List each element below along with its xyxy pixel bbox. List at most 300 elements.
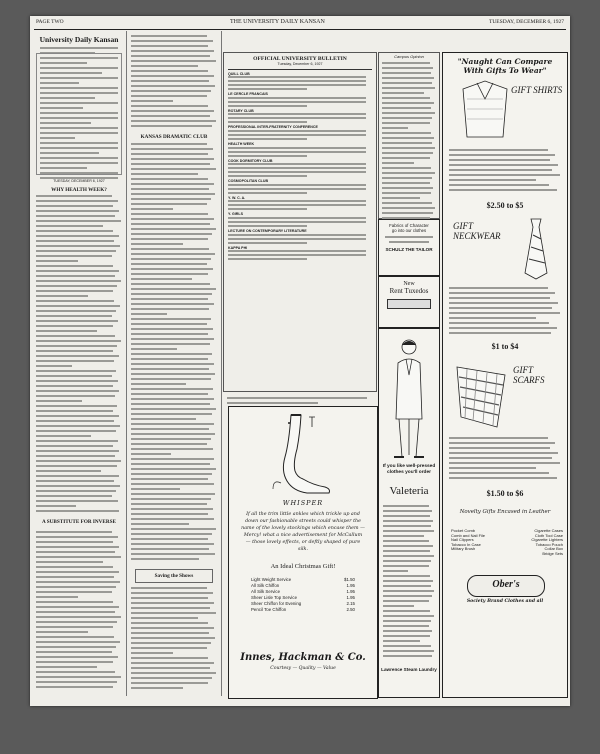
text-line <box>131 418 196 420</box>
text-line <box>228 225 307 227</box>
text-line <box>36 380 118 382</box>
obers-logo: Ober's <box>492 579 520 590</box>
text-line <box>228 84 366 86</box>
text-line <box>131 303 214 305</box>
scarf-illustration <box>451 361 511 431</box>
price-value: $1.50 <box>344 577 355 582</box>
text-line <box>131 682 208 684</box>
text-line <box>131 687 183 689</box>
text-line <box>131 428 209 430</box>
text-line <box>449 164 558 166</box>
bulletin-item-heading: ROTARY CLUB <box>228 108 254 113</box>
text-line <box>228 204 366 206</box>
text-line <box>131 597 208 599</box>
text-line <box>36 686 113 688</box>
text-line <box>382 122 430 124</box>
text-line <box>449 467 536 469</box>
text-line <box>131 90 211 92</box>
text-line <box>36 510 119 512</box>
text-line <box>449 297 550 299</box>
leather-list-right <box>507 529 563 557</box>
text-line <box>131 283 210 285</box>
text-line <box>382 62 430 64</box>
text-line <box>36 210 119 212</box>
text-line <box>131 35 207 37</box>
text-line <box>131 433 215 435</box>
bulletin-date: Tuesday, December 6, 1927 <box>277 62 323 66</box>
text-line <box>131 518 214 520</box>
text-line <box>36 586 116 588</box>
text-line <box>131 60 216 62</box>
text-line <box>383 630 432 632</box>
text-line <box>36 200 118 202</box>
text-line <box>131 667 210 669</box>
text-line <box>131 508 213 510</box>
bulletin-item-heading: COSMOPOLITAN CLUB <box>228 179 269 184</box>
gift-neckwear: GIFT NECKWEAR <box>453 221 501 241</box>
text-line <box>228 101 366 103</box>
text-line <box>228 76 366 78</box>
text-line <box>36 505 76 507</box>
header-rule <box>34 29 566 30</box>
text-line <box>382 137 434 139</box>
text-line <box>131 40 213 42</box>
text-line <box>131 288 216 290</box>
price-name: All Silk Chiffon <box>251 583 280 588</box>
gift-scarfs: GIFT SCARFS <box>513 365 545 385</box>
text-line <box>36 571 119 573</box>
text-line <box>449 442 555 444</box>
text-line <box>131 333 208 335</box>
text-line <box>36 576 114 578</box>
text-line <box>36 350 113 352</box>
text-line <box>383 620 431 622</box>
gift-title: An Ideal Christmas Gift! <box>270 563 336 570</box>
text-line <box>36 195 112 197</box>
text-line <box>228 134 366 136</box>
text-line <box>382 192 431 194</box>
text-line <box>131 188 209 190</box>
text-line <box>449 179 536 181</box>
text-line <box>36 601 113 603</box>
gift-shirts: GIFT SHIRTS <box>511 85 563 95</box>
text-line <box>382 77 434 79</box>
text-line <box>131 443 207 445</box>
text-line <box>131 528 216 530</box>
text-line <box>449 189 557 191</box>
man-illustration <box>384 335 434 460</box>
text-line <box>131 228 216 230</box>
text-line <box>36 315 112 317</box>
text-line <box>131 592 213 594</box>
text-line <box>383 590 434 592</box>
news-column <box>129 31 219 696</box>
text-line <box>131 218 214 220</box>
text-line <box>36 531 112 533</box>
text-line <box>228 171 366 173</box>
text-line <box>36 265 113 267</box>
text-line <box>382 142 432 144</box>
text-line <box>383 550 430 552</box>
text-line <box>36 666 97 668</box>
text-line <box>383 540 429 542</box>
text-line <box>36 230 113 232</box>
text-line <box>36 646 116 648</box>
text-line <box>36 546 119 548</box>
text-line <box>131 398 214 400</box>
text-line <box>36 420 114 422</box>
text-line <box>383 625 429 627</box>
text-line <box>36 581 120 583</box>
text-line <box>131 115 210 117</box>
column-rule <box>126 31 127 696</box>
text-line <box>383 525 431 527</box>
text-line <box>228 217 366 219</box>
text-line <box>382 212 433 214</box>
text-line <box>131 125 212 127</box>
text-line <box>131 468 216 470</box>
text-line <box>131 493 215 495</box>
text-line <box>36 606 119 608</box>
text-line <box>383 640 420 642</box>
text-line <box>131 323 207 325</box>
campus-opinion-box <box>378 52 440 219</box>
text-line <box>36 556 121 558</box>
text-line <box>36 611 115 613</box>
text-line <box>131 458 214 460</box>
text-line <box>383 515 430 517</box>
text-line <box>131 368 209 370</box>
editorial-date: TUESDAY, DECEMBER 6, 1927 <box>53 179 105 183</box>
text-line <box>449 184 549 186</box>
leather-item: Nail Clippers <box>451 537 474 543</box>
text-line <box>382 177 432 179</box>
text-line <box>131 413 212 415</box>
text-line <box>131 617 198 619</box>
necktie-illustration <box>511 217 561 281</box>
text-line <box>382 197 420 199</box>
text-line <box>36 636 114 638</box>
newspaper-page <box>30 16 570 706</box>
whisper-body: If all the trim little ankles which trickle up and down our fashionable streets could whisper the name of the lovely stockings which encase them — Mercy! what a nice advertisement for McCallum — those lovely effects, or deftly shaped of pure silk. <box>241 512 365 552</box>
text-line <box>449 312 560 314</box>
text-line <box>382 182 430 184</box>
text-line <box>131 338 214 340</box>
text-line <box>131 55 210 57</box>
text-line <box>228 238 366 240</box>
text-line <box>382 162 414 164</box>
obers-headline: "Naught Can Compare With Gifts To Wear" <box>457 57 553 75</box>
text-line <box>36 616 121 618</box>
text-line <box>228 155 307 157</box>
text-line <box>131 80 209 82</box>
leather-item: Tobacco Pouch <box>535 541 563 547</box>
text-line <box>36 400 82 402</box>
text-line <box>131 193 215 195</box>
text-line <box>131 558 199 560</box>
text-line <box>131 65 198 67</box>
text-line <box>383 510 432 512</box>
text-line <box>36 330 97 332</box>
text-line <box>383 570 408 572</box>
text-line <box>228 105 307 107</box>
text-line <box>36 500 118 502</box>
text-line <box>382 152 433 154</box>
text-line <box>383 610 430 612</box>
text-line <box>131 647 207 649</box>
text-line <box>131 503 207 505</box>
text-line <box>36 475 119 477</box>
leather-item: Military Brush <box>451 546 476 552</box>
text-line <box>36 325 113 327</box>
text-line <box>36 295 88 297</box>
stocking-illustration <box>269 413 339 497</box>
innes-logo: Innes, Hackman & Co. <box>240 652 366 663</box>
text-line <box>131 612 216 614</box>
text-line <box>383 650 434 652</box>
text-line <box>36 465 117 467</box>
text-line <box>382 167 431 169</box>
text-line <box>36 661 113 663</box>
leather-item: Collar Box <box>544 546 563 552</box>
text-line <box>131 100 173 102</box>
text-line <box>131 263 207 265</box>
text-line <box>36 345 117 347</box>
text-line <box>131 70 208 72</box>
text-line <box>36 561 103 563</box>
text-line <box>383 530 434 532</box>
text-line <box>36 435 91 437</box>
text-line <box>131 223 210 225</box>
column-rule-2 <box>221 31 222 696</box>
text-line <box>228 147 366 149</box>
text-line <box>36 485 120 487</box>
bulletin-items <box>224 72 376 261</box>
text-line <box>449 477 557 479</box>
text-line <box>131 85 215 87</box>
text-line <box>449 174 560 176</box>
text-line <box>228 188 366 190</box>
price-name: Pencil Toe Chiffon <box>251 607 287 612</box>
text-line <box>131 453 171 455</box>
text-line <box>382 187 433 189</box>
price-row <box>251 607 355 613</box>
text-line <box>36 676 121 678</box>
whisper-heading: WHISPER <box>282 499 324 507</box>
text-line <box>131 243 183 245</box>
text-line <box>449 332 551 334</box>
price-value: 1.95 <box>346 595 355 600</box>
text-line <box>131 498 211 500</box>
text-line <box>36 260 78 262</box>
text-line <box>36 591 112 593</box>
text-line <box>449 452 558 454</box>
text-line <box>383 615 434 617</box>
scarf-price: $1.50 to $6 <box>486 489 524 498</box>
text-line <box>382 82 432 84</box>
text-line <box>228 250 366 252</box>
text-line <box>131 353 212 355</box>
text-line <box>36 405 117 407</box>
text-line <box>36 430 116 432</box>
text-line <box>131 358 208 360</box>
valeteria-lead: If you like well-pressed clothes you'll order <box>382 464 436 475</box>
text-line <box>36 285 117 287</box>
text-line <box>131 248 209 250</box>
shirt-price: $2.50 to $5 <box>486 201 524 210</box>
text-line <box>228 138 307 140</box>
text-line <box>131 463 210 465</box>
neckwear-price: $1 to $4 <box>491 342 519 351</box>
text-line <box>36 460 121 462</box>
text-line <box>131 363 214 365</box>
text-line <box>131 298 208 300</box>
price-name: All Silk Service <box>251 589 281 594</box>
text-line <box>131 75 214 77</box>
text-line <box>382 127 408 129</box>
text-line <box>449 317 536 319</box>
text-line <box>36 335 115 337</box>
text-line <box>131 258 211 260</box>
text-line <box>449 457 552 459</box>
text-line <box>449 447 550 449</box>
text-line <box>131 473 212 475</box>
text-line <box>36 375 112 377</box>
text-line <box>36 566 113 568</box>
valeteria-name: Valeteria <box>389 485 429 497</box>
shirt-illustration <box>455 79 515 139</box>
text-line <box>36 280 121 282</box>
text-line <box>36 205 113 207</box>
text-line <box>449 302 558 304</box>
text-line <box>131 268 213 270</box>
text-line <box>36 275 115 277</box>
text-line <box>36 445 113 447</box>
text-line <box>228 113 366 115</box>
text-line <box>36 425 120 427</box>
price-value: 2.50 <box>346 607 355 612</box>
innes-tagline: Courtesy — Quality — Value <box>270 666 336 671</box>
text-line <box>36 310 116 312</box>
tuxedo-line1: New <box>403 281 415 287</box>
obers-ad <box>442 52 568 698</box>
schulz-name: SCHULZ THE TAILOR <box>385 247 433 253</box>
text-line <box>382 97 430 99</box>
text-line <box>36 395 115 397</box>
text-line <box>131 637 215 639</box>
bulletin-item-heading: Y. W. C. A. <box>228 195 246 200</box>
text-line <box>131 548 209 550</box>
schulz-line1: Fabrics of Character <box>389 223 429 228</box>
text-line <box>131 238 208 240</box>
editorial-heading: WHY HEALTH WEEK? <box>51 187 107 193</box>
text-line <box>382 132 431 134</box>
text-line <box>36 270 119 272</box>
text-line <box>449 472 549 474</box>
text-line <box>36 541 113 543</box>
text-line <box>383 520 433 522</box>
leather-item: Tobacco In Case <box>451 541 481 547</box>
text-line <box>131 383 186 385</box>
text-line <box>131 208 173 210</box>
text-line <box>131 343 210 345</box>
text-line <box>382 172 435 174</box>
text-line <box>131 273 208 275</box>
text-line <box>131 373 215 375</box>
text-line <box>383 585 431 587</box>
bulletin-item-heading: PROFESSIONAL INTER-FRATERNITY CONFERENCE <box>228 125 318 130</box>
text-line <box>36 245 120 247</box>
leather-item: Cigarette Cases <box>534 528 563 533</box>
stocking-price-list <box>251 577 355 613</box>
text-line <box>383 565 429 567</box>
text-line <box>131 602 214 604</box>
text-line <box>131 143 207 145</box>
page-number: PAGE TWO <box>36 19 64 25</box>
text-line <box>36 440 118 442</box>
text-line <box>228 221 366 223</box>
text-line <box>382 107 431 109</box>
text-line <box>36 631 88 633</box>
text-line <box>131 45 208 47</box>
text-line <box>131 403 210 405</box>
bulletin-item-heading: Y. GIRLS <box>228 212 243 217</box>
text-line <box>131 627 214 629</box>
text-line <box>131 50 214 52</box>
saving-shows-heading: Saving the Shows <box>154 573 194 579</box>
text-line <box>36 215 115 217</box>
text-line <box>36 470 101 472</box>
text-line <box>131 488 180 490</box>
text-line <box>36 320 118 322</box>
text-line <box>228 151 366 153</box>
text-line <box>228 167 366 169</box>
text-line <box>131 662 214 664</box>
leather-item: Bridge Sets <box>542 550 563 556</box>
text-line <box>131 622 208 624</box>
text-line <box>131 328 213 330</box>
leather-item: Pocket Comb <box>451 528 476 533</box>
text-line <box>36 225 103 227</box>
text-line <box>131 553 215 555</box>
text-line <box>449 159 550 161</box>
text-line <box>449 154 555 156</box>
bulletin-item-heading: LECTURE ON CONTEMPORARY LITERATURE <box>228 228 307 233</box>
price-name: Sheer Chiffon for Evening <box>251 601 302 606</box>
text-line <box>36 290 113 292</box>
bulletin-item-heading: HEALTH WEEK <box>228 141 255 146</box>
text-line <box>228 208 307 210</box>
text-line <box>131 105 208 107</box>
text-line <box>131 533 212 535</box>
text-line <box>228 192 307 194</box>
valeteria-ad <box>378 328 440 698</box>
issue-date: TUESDAY, DECEMBER 6, 1927 <box>488 19 564 25</box>
text-line <box>131 158 214 160</box>
text-line <box>131 163 210 165</box>
text-line <box>131 632 209 634</box>
text-line <box>131 95 207 97</box>
text-line <box>382 207 435 209</box>
text-line <box>131 203 207 205</box>
text-line <box>131 388 213 390</box>
tuxedo-ad <box>378 276 440 328</box>
text-line <box>36 410 113 412</box>
text-line <box>131 478 208 480</box>
text-line <box>36 455 115 457</box>
text-line <box>36 551 115 553</box>
text-line <box>228 88 307 90</box>
